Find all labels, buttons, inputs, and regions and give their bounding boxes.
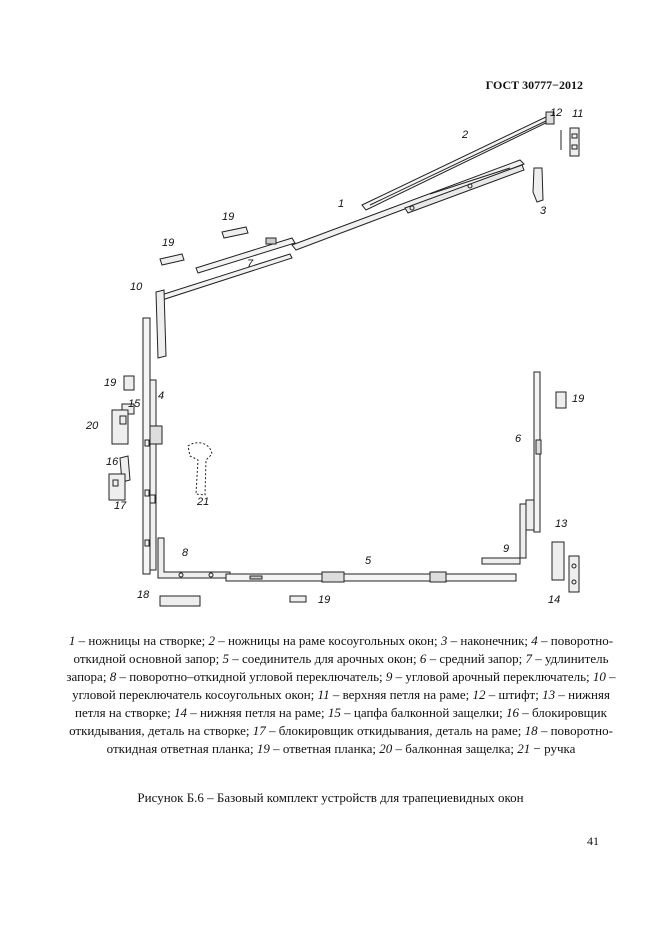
part-connector (226, 572, 516, 582)
legend-item-12: 12 – штифт; (472, 687, 543, 702)
label-11: 11 (572, 108, 584, 120)
part-corner-switch (158, 538, 230, 578)
legend-item-4: 4 – поворотно-откидной основной запор; (73, 633, 614, 666)
legend-item-20: 20 – балконная защелка; (379, 741, 518, 756)
legend-item-11: 11 – верхняя петля на раме; (317, 687, 473, 702)
part-left-assembly (143, 254, 292, 574)
part-scissors-frame (362, 112, 554, 210)
label-16: 16 (106, 456, 119, 468)
document-header: ГОСТ 30777−2012 (485, 78, 583, 92)
legend-item-9: 9 – угловой арочный переключатель; (385, 669, 593, 684)
part-left-small (109, 376, 134, 500)
label-7: 7 (247, 258, 254, 270)
label-18: 18 (137, 589, 150, 601)
label-20: 20 (86, 420, 99, 432)
part-top-hinge (561, 128, 579, 156)
legend-item-10: 10 – угловой переключатель косоугольных окон; (72, 669, 616, 702)
part-arch-corner-switch (482, 504, 526, 564)
label-19-top: 19 (222, 211, 235, 223)
legend-item-14: 14 – нижняя петля на раме; (173, 705, 328, 720)
label-19-right: 19 (572, 393, 585, 405)
label-6: 6 (515, 433, 522, 445)
legend-item-17: 17 – блокировщик откидывания, деталь на раме; (252, 723, 525, 738)
label-17: 17 (114, 500, 127, 512)
label-19-left: 19 (162, 237, 175, 249)
legend-item-15: 15 – цапфа балконной защелки; (327, 705, 506, 720)
legend-item-5: 5 – соединитель для арочных окон; (222, 651, 420, 666)
label-15: 15 (128, 398, 141, 410)
part-middle-lock (526, 372, 541, 532)
label-14: 14 (548, 594, 561, 606)
legend-item-1: 1 – ножницы на створке; (68, 633, 209, 648)
legend-item-3: 3 – наконечник; (440, 633, 532, 648)
legend-item-19: 19 – ответная планка; (256, 741, 380, 756)
part-handle (188, 443, 212, 495)
legend-item-13: 13 – нижняя петля на створке; (75, 687, 610, 720)
part-strike-right (556, 392, 566, 408)
legend-item-8: 8 – поворотно–откидной угловой переключатель; (109, 669, 386, 684)
label-5: 5 (365, 555, 372, 567)
label-21: 21 (197, 496, 210, 508)
legend-item-2: 2 – ножницы на раме косоугольных окон; (208, 633, 441, 648)
label-13: 13 (555, 518, 568, 530)
legend-item-7: 7 – удлинитель запора; (66, 651, 609, 684)
legend-item-6: 6 – средний запор; (419, 651, 526, 666)
label-19-bottom: 19 (318, 594, 331, 606)
label-8: 8 (182, 547, 189, 559)
part-bottom-strikes (160, 596, 306, 606)
label-1: 1 (338, 198, 345, 210)
label-3: 3 (540, 205, 547, 217)
label-9: 9 (503, 543, 510, 555)
label-19-side: 19 (104, 377, 117, 389)
label-2: 2 (462, 129, 469, 141)
part-bottom-hinges (552, 542, 579, 592)
part-tip (533, 168, 543, 202)
legend-item-16: 16 – блокировщик откидывания, деталь на створке; (69, 705, 607, 738)
part-scissors-sash (292, 160, 524, 250)
label-10: 10 (130, 281, 143, 293)
figure-legend (66, 632, 616, 758)
page-number: 41 (587, 834, 599, 848)
label-12: 12 (550, 107, 563, 119)
legend-item-21: 21 − ручка (517, 741, 576, 756)
label-4: 4 (158, 390, 165, 402)
figure-title: Рисунок Б.6 – Базовый комплект устройств для трапециевидных окон (137, 790, 524, 805)
legend-item-18: 18 – поворотно-откидная ответная планка; (106, 723, 613, 756)
